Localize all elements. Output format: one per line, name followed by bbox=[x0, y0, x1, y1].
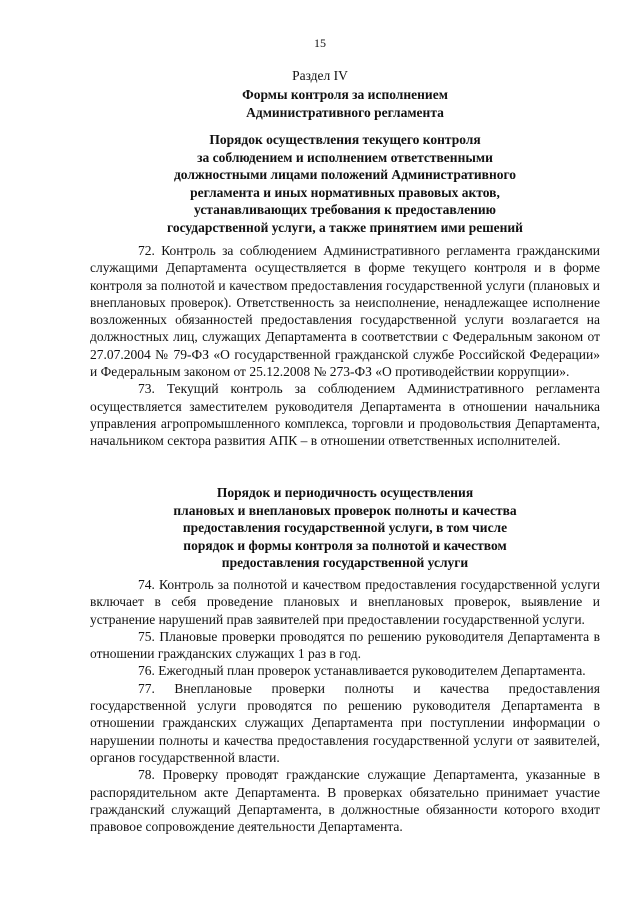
heading-line: за соблюдением и исполнением ответственными bbox=[197, 149, 493, 165]
body-text-block-2 bbox=[90, 576, 600, 835]
section-title bbox=[90, 86, 600, 121]
paragraph-75: 75. Плановые проверки проводятся по решению руководителя Департамента в отношении гражданских служащих 1 раз в год. bbox=[90, 628, 600, 662]
paragraph-72: 72. Контроль за соблюдением Административного регламента гражданскими служащими Департамента осуществляется в форме текущего контроля и в форме контроля за полнотой и качеством предоставления государственной услуги (плановых и внеплановых проверок). Ответственность за неисполнение, ненадлежащее исполнение возложенных обязанностей предоставления государственной услуги возлагается на должностных лиц, служащих Департамента в соответствии с Федеральным законом от 27.07.2004 № 79-ФЗ «О государственной гражданской службе Российской Федерации» и Федеральным законом от 25.12.2008 № 273-ФЗ «О противодействии коррупции». bbox=[90, 243, 600, 380]
heading-line: Порядок и периодичность осуществления bbox=[216, 485, 474, 500]
heading-line: предоставления государственной услуги, в том числе bbox=[182, 520, 508, 535]
subsection-heading-current-control bbox=[90, 131, 600, 236]
section-title-line: Формы контроля за исполнением bbox=[242, 87, 448, 102]
paragraph-76: 76. Ежегодный план проверок устанавливается руководителем Департамента. bbox=[138, 663, 586, 679]
page-number: 15 bbox=[314, 36, 326, 50]
heading-line: предоставления государственной услуги bbox=[221, 555, 469, 570]
heading-line: должностными лицами положений Административного bbox=[173, 167, 517, 182]
body-text-block-1 bbox=[90, 242, 600, 450]
paragraph-77: 77. Внеплановые проверки полноты и качества предоставления государственной услуги проводятся по решению руководителя Департамента в отношении гражданских служащих Департамента при поступлении информации о нарушении полноты и качества предоставления государственной услуги от заявителей, органов государственной власти. bbox=[90, 680, 600, 765]
section-label: Раздел IV bbox=[292, 68, 348, 83]
paragraph-73: 73. Текущий контроль за соблюдением Административного регламента осуществляется заместителем руководителя Департамента в отношении начальника управления агропромышленного комплекса, торговли и продовольствия Департамента, начальником сектора развития АПК – в отношении ответственных исполнителей. bbox=[90, 381, 600, 449]
section-title-line: Административного регламента bbox=[246, 104, 444, 120]
heading-line: плановых и внеплановых проверок полноты и качества bbox=[173, 502, 517, 518]
heading-line: регламента и иных нормативных правовых актов, bbox=[190, 184, 500, 200]
paragraph-78: 78. Проверку проводят гражданские служащие Департамента, указанные в распорядительном акте Департамента. В проверках обязательно принимает участие гражданский служащий Департамента, в должностные обязанности которого входит правовое сопровождение деятельности Департамента. bbox=[90, 767, 600, 835]
heading-line: устанавливающих требования к предоставлению bbox=[193, 202, 496, 217]
paragraph-74: 74. Контроль за полнотой и качеством предоставления государственной услуги включает в себя проведение плановых и внеплановых проверок, выявление и устранение нарушений прав заявителей при предоставлении государственной услуги. bbox=[90, 577, 600, 627]
heading-line: государственной услуги, а также принятием ими решений bbox=[167, 219, 523, 235]
heading-line: Порядок осуществления текущего контроля bbox=[209, 132, 481, 147]
heading-line: порядок и формы контроля за полнотой и качеством bbox=[183, 537, 507, 553]
subsection-heading-inspections bbox=[90, 484, 600, 572]
